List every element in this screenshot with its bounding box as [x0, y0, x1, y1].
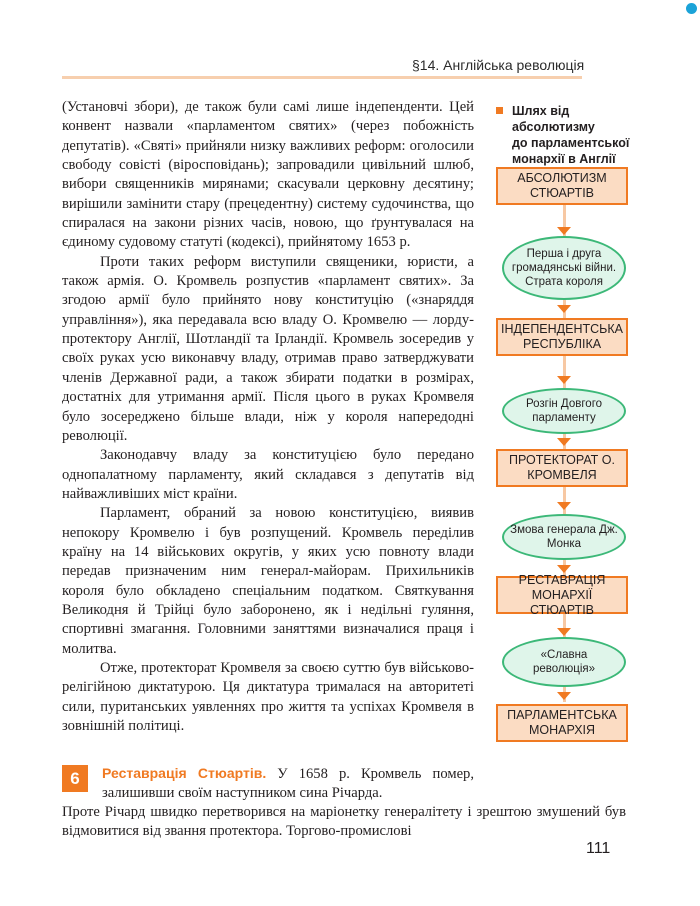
flow-stage-restoration: РЕСТАВРАЦІЯ МОНАРХІЇ СТЮАРТІВ: [496, 576, 628, 614]
flow-stage-republic: ІНДЕПЕНДЕНТСЬКА РЕСПУБЛІКА: [496, 318, 628, 356]
paragraph: Проте Річард швидко перетворився на маріонетку генералітету і зрештою змушений був відмовитися від звання протектора. Торгово-промислові: [62, 804, 626, 840]
flow-stage-absolutism: АБСОЛЮТИЗМ СТЮАРТІВ: [496, 167, 628, 205]
header-divider: [62, 76, 582, 79]
main-text-column: [62, 98, 474, 736]
section-continuation: [62, 803, 626, 842]
flow-event-civil-wars: Перша і друга громадянські війни. Страта короля: [502, 236, 626, 300]
sidebar-title-line: до парламентської: [512, 136, 630, 150]
down-arrow-icon: [557, 438, 571, 446]
down-arrow-icon: [557, 376, 571, 384]
paragraph: Проти таких реформ виступили священики, юристи, а також армія. О. Кромвель розпустив «парламент святих». За згодою армії було прийнято нову конституцію («знаряддя управління»), яка передавала всю владу О. Кромвелю — лорду-протектору Англії, Шотландії та Ірландії. Кромвель зосередив у своїх руках усю виконавчу владу, отримав право затверджувати членів Державної ради, а також збирати податки в розмірах, достатніх для утримання армії. Після цього в руках Кромвеля було зосереджено більше влади, ніж у короля напередодні революції.: [62, 253, 474, 444]
page-number: 111: [586, 840, 611, 857]
paragraph: Отже, протекторат Кромвеля за своєю суттю був військово-релігійною диктатурою. Ця диктатура трималася на авторитеті сили, пуританських уявленнях про життя та успіхах Кромвеля в зовнішній політиці.: [62, 659, 474, 734]
paragraph: Законодавчу владу за конституцією було передано однопалатному парламенту, який складався з депутатів від найважливіших міст країни.: [62, 447, 474, 502]
running-header: §14. Англійська революція: [412, 57, 585, 73]
paragraph: Парламент, обраний за новою конституцією, виявив непокору Кромвелю і був розпущений. Кромвель переділив країну на 14 військових округів, у яких усю повноту влади передав призначеним ним генерал-майорам. Прихильників короля було обкладено спеціальним податком. Святкування Великодня й Трійці було заборонено, як і недільні гуляння, спортивні змагання. Головними заняттями визначалися праця і молитва.: [62, 505, 474, 657]
section-text-start: У 1658 р. Кромвель помер, залишивши своїм наступником сина Річарда.: [102, 766, 474, 802]
sidebar-title: [496, 103, 636, 167]
sidebar-title-line: Шлях від абсолютизму: [512, 104, 595, 134]
flow-event-monck: Змова генерала Дж. Монка: [502, 514, 626, 560]
flow-event-long-parliament: Розгін Довгого парламенту: [502, 388, 626, 434]
section-restoration: [62, 764, 474, 804]
paragraph: (Установчі збори), де також були самі лише індепенденти. Цей конвент назвали «парламентом святих» (через побожність депутатів). «Святі» прийняли низку важливих реформ: оголосили свободу совісті (віросповідань); запровадили цивільний шлюб, вибори священників мирянами; скасували церковну десятину; вирішили замінити стару (прецедентну) систему судочинства, що спиралася на закони різних часів, новою, що ґрунтувалася на єдиному судовому статуті (кодексі), прийнятому 1653 р.: [62, 99, 474, 251]
flow-event-glorious-revolution: «Славна революція»: [502, 637, 626, 687]
section-intro: [102, 764, 474, 804]
section-number-badge: 6: [62, 765, 88, 792]
down-arrow-icon: [557, 628, 571, 636]
sidebar-title-line: монархії в Англії: [512, 152, 616, 166]
section-title: Реставрація Стюартів.: [102, 765, 267, 781]
down-arrow-icon: [557, 305, 571, 313]
corner-logo-mark: [686, 3, 697, 14]
flow-stage-parliamentary-monarchy: ПАРЛАМЕНТСЬКА МОНАРХІЯ: [496, 704, 628, 742]
flow-stage-protectorate: ПРОТЕКТОРАТ О. КРОМВЕЛЯ: [496, 449, 628, 487]
down-arrow-icon: [557, 502, 571, 510]
down-arrow-icon: [557, 692, 571, 700]
down-arrow-icon: [557, 227, 571, 235]
